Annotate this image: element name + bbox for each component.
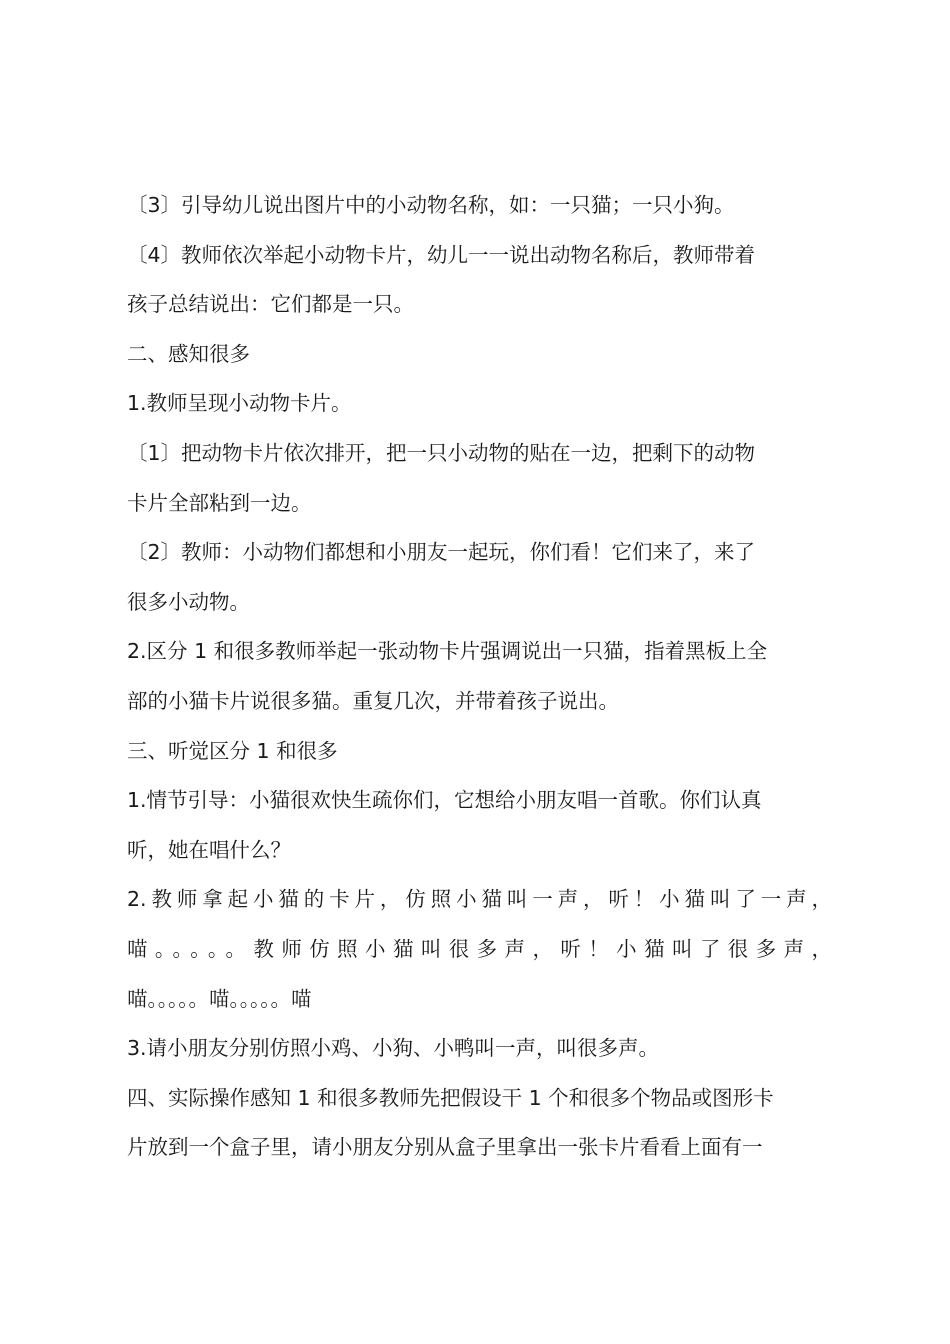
text-line: 卡片全部粘到一边。: [127, 490, 312, 515]
text-line: 〔3〕引导幼儿说出图片中的小动物名称，如：一只猫；一只小狗。: [127, 193, 735, 217]
text-line: 〔2〕教师：小动物们都想和小朋友一起玩，你们看！它们来了，来了: [127, 540, 756, 565]
text-line: 很多小动物。: [127, 589, 250, 614]
text-line: 喵。。。。。教师仿照小猫叫很多声，听！小猫叫了很多声，: [127, 936, 832, 961]
text-line: 喵。。。。。喵。。。。。喵: [127, 986, 312, 1011]
text-line: 孩子总结说出：它们都是一只。: [127, 292, 414, 317]
text-line: 1.教师呈现小动物卡片。: [127, 391, 352, 416]
text-line: 2.区分 1 和很多教师举起一张动物卡片强调说出一只猫，指着黑板上全: [127, 639, 768, 664]
section-heading: 二、感知很多: [127, 341, 250, 366]
text-line: 2.教师拿起小猫的卡片，仿照小猫叫一声，听！小猫叫了一声，: [127, 887, 832, 912]
document-body: [127, 181, 832, 1173]
text-line: 〔4〕教师依次举起小动物卡片，幼儿一一说出动物名称后，教师带着: [127, 242, 756, 267]
text-line: 部的小猫卡片说很多猫。重复几次，并带着孩子说出。: [127, 688, 619, 713]
text-line: 3.请小朋友分别仿照小鸡、小狗、小鸭叫一声，叫很多声。: [127, 1036, 660, 1061]
text-line: 片放到一个盒子里，请小朋友分别从盒子里拿出一张卡片看看上面有一: [127, 1135, 763, 1160]
text-line: 〔1〕把动物卡片依次排开，把一只小动物的贴在一边，把剩下的动物: [127, 440, 756, 465]
section-heading: 三、听觉区分 1 和很多: [127, 738, 338, 763]
text-line: 1.情节引导：小猫很欢快生疏你们，它想给小朋友唱一首歌。你们认真: [127, 788, 762, 813]
text-line: 听，她在唱什么？: [127, 837, 291, 862]
section-heading: 四、实际操作感知 1 和很多教师先把假设干 1 个和很多个物品或图形卡: [127, 1085, 774, 1110]
